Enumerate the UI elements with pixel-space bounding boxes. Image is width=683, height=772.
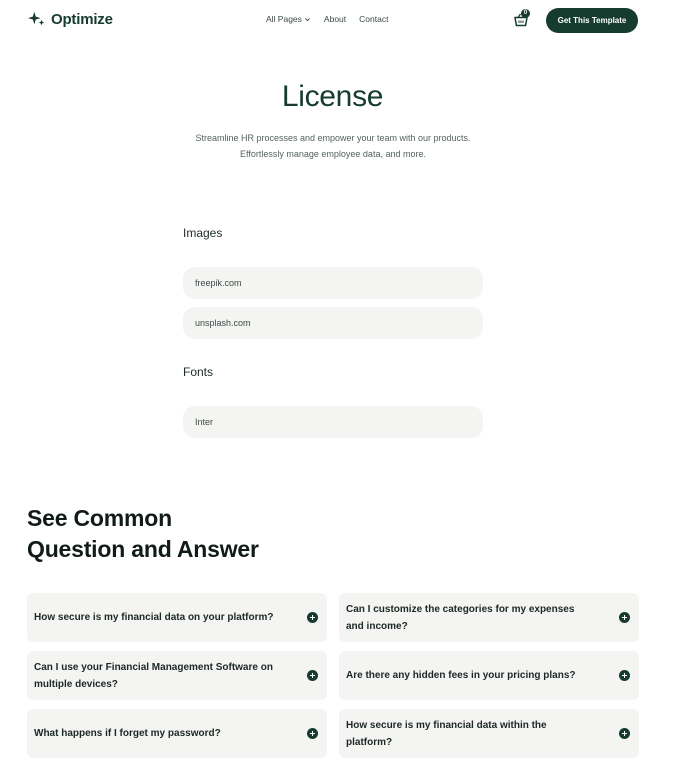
plus-icon[interactable] — [307, 670, 318, 681]
faq-title-line-2: Question and Answer — [27, 536, 259, 562]
plus-icon[interactable] — [307, 612, 318, 623]
plus-icon[interactable] — [619, 670, 630, 681]
license-item-inter[interactable]: Inter — [183, 406, 483, 438]
nav-all-pages[interactable] — [266, 14, 311, 24]
plus-icon[interactable] — [307, 728, 318, 739]
nav-all-pages-label: All Pages — [266, 14, 302, 24]
faq-title — [27, 503, 259, 565]
faq-item[interactable] — [27, 651, 327, 700]
faq-item[interactable] — [27, 593, 327, 642]
cart-button[interactable] — [513, 12, 529, 28]
faq-item[interactable] — [27, 709, 327, 758]
license-item-freepik[interactable]: freepik.com — [183, 267, 483, 299]
faq-question: What happens if I forget my password? — [34, 728, 221, 739]
faq-question: Can I customize the categories for my expenses and income? — [346, 603, 575, 632]
license-item-unsplash[interactable]: unsplash.com — [183, 307, 483, 339]
faq-question: How secure is my financial data within the platform? — [346, 719, 547, 748]
faq-question: Can I use your Financial Management Software on multiple devices? — [34, 661, 273, 690]
faq-title-line-1: See Common — [27, 505, 172, 531]
plus-icon[interactable] — [619, 728, 630, 739]
faq-item[interactable] — [339, 593, 639, 642]
nav-contact[interactable] — [359, 14, 388, 24]
subtitle-line-2: Effortlessly manage employee data, and more. — [240, 148, 426, 159]
plus-icon[interactable] — [619, 612, 630, 623]
page-subtitle — [170, 131, 496, 162]
fonts-heading: Fonts — [183, 365, 214, 379]
faq-question: How secure is my financial data on your platform? — [34, 612, 274, 623]
chevron-down-icon — [304, 16, 311, 23]
nav-about-label: About — [323, 14, 347, 24]
main-nav — [266, 14, 388, 24]
sparkle-logo-icon — [28, 10, 46, 28]
faq-item[interactable] — [339, 709, 639, 758]
page-title: License — [281, 80, 384, 113]
subtitle-line-1: Streamline HR processes and empower your team with our products. — [195, 133, 471, 143]
cart-count-badge: 0 — [521, 9, 530, 18]
site-header — [0, 0, 683, 40]
nav-about[interactable] — [324, 14, 346, 24]
faq-question: Are there any hidden fees in your pricing plans? — [346, 670, 576, 681]
brand-logo[interactable] — [28, 10, 113, 28]
nav-contact-label: Contact — [359, 14, 389, 24]
faq-item[interactable] — [339, 651, 639, 700]
get-template-button[interactable]: Get This Template — [546, 8, 638, 33]
images-heading: Images — [183, 226, 223, 240]
brand-name: Optimize — [51, 10, 113, 28]
